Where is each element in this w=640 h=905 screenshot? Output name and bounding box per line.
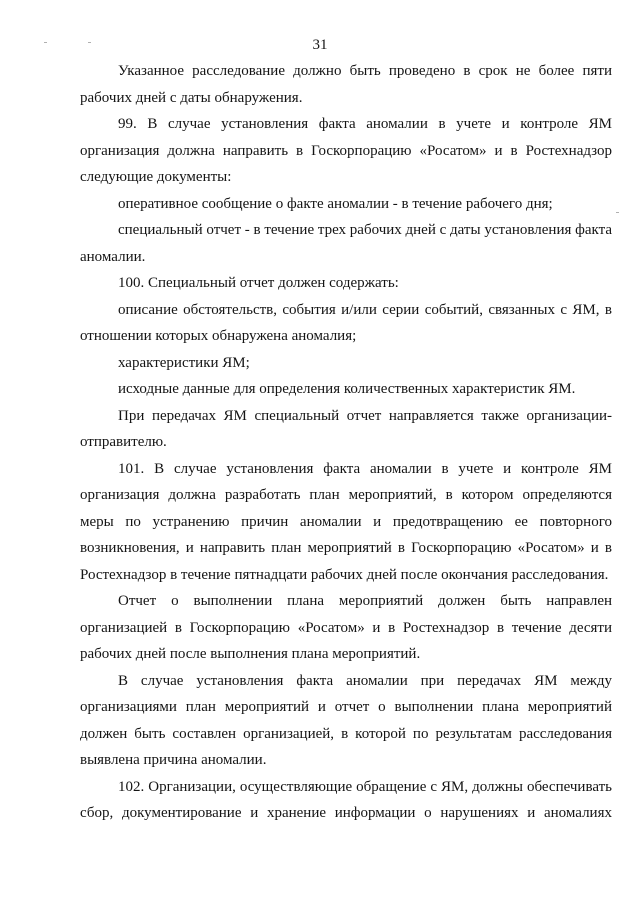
paragraph-99: 99. В случае установления факта аномалии в учете и контроле ЯМ организация должна направить в Госкорпорацию «Росатом» и в Ростехнадзор следующие документы: [80, 116, 612, 185]
paragraph-transfer-anomaly-plan: В случае установления факта аномалии при передачах ЯМ между организациями план мероприятий и отчет о выполнении плана мероприятий должен быть составлен организацией, в которой по результатам расследования выявлена причина аномалии. [80, 672, 612, 768]
paragraph-plan-execution-report: Отчет о выполнении плана мероприятий должен быть направлен организацией в Госкорпорацию «Росатом» и в Ростехнадзор в течение десяти рабочих дней после выполнения плана мероприятий. [80, 593, 612, 662]
paragraph-initial-data: исходные данные для определения количественных характеристик ЯМ. [118, 381, 576, 397]
paragraph-nm-characteristics: характеристики ЯМ; [118, 354, 250, 371]
paragraph-102: 102. Организации, осуществляющие обращение с ЯМ, должны обеспечивать сбор, документирование и хранение информации о нарушениях и аномалиях [80, 778, 612, 821]
scan-speck [88, 42, 91, 43]
paragraph-101: 101. В случае установления факта аномалии в учете и контроле ЯМ организация должна разработать план мероприятий, в котором определяются меры по устранению причин аномалии и предотвращению ее повторного возникновения, и направить план мероприятий в Госкорпорацию «Росатом» и в Ростехнадзор в течение пятнадцати рабочих дней после окончания расследования. [80, 460, 612, 583]
paragraph-special-report-deadline: специальный отчет - в течение трех рабочих дней с даты установления факта аномалии. [80, 222, 612, 265]
scan-speck [44, 42, 47, 43]
paragraph-investigation-deadline: Указанное расследование должно быть проведено в срок не более пяти рабочих дней с даты обнаружения. [80, 63, 612, 106]
page-number: 31 [312, 37, 328, 53]
scan-speck [616, 212, 619, 213]
paragraph-100: 100. Специальный отчет должен содержать: [118, 275, 399, 291]
paragraph-circumstances-description: описание обстоятельств, события и/или серии событий, связанных с ЯМ, в отношении которых обнаружена аномалия; [80, 301, 612, 344]
paragraph-transfers-report: При передачах ЯМ специальный отчет направляется также организации-отправителю. [80, 407, 612, 450]
paragraph-operational-report: оперативное сообщение о факте аномалии - в течение рабочего дня; [118, 195, 553, 212]
document-body [80, 58, 612, 827]
